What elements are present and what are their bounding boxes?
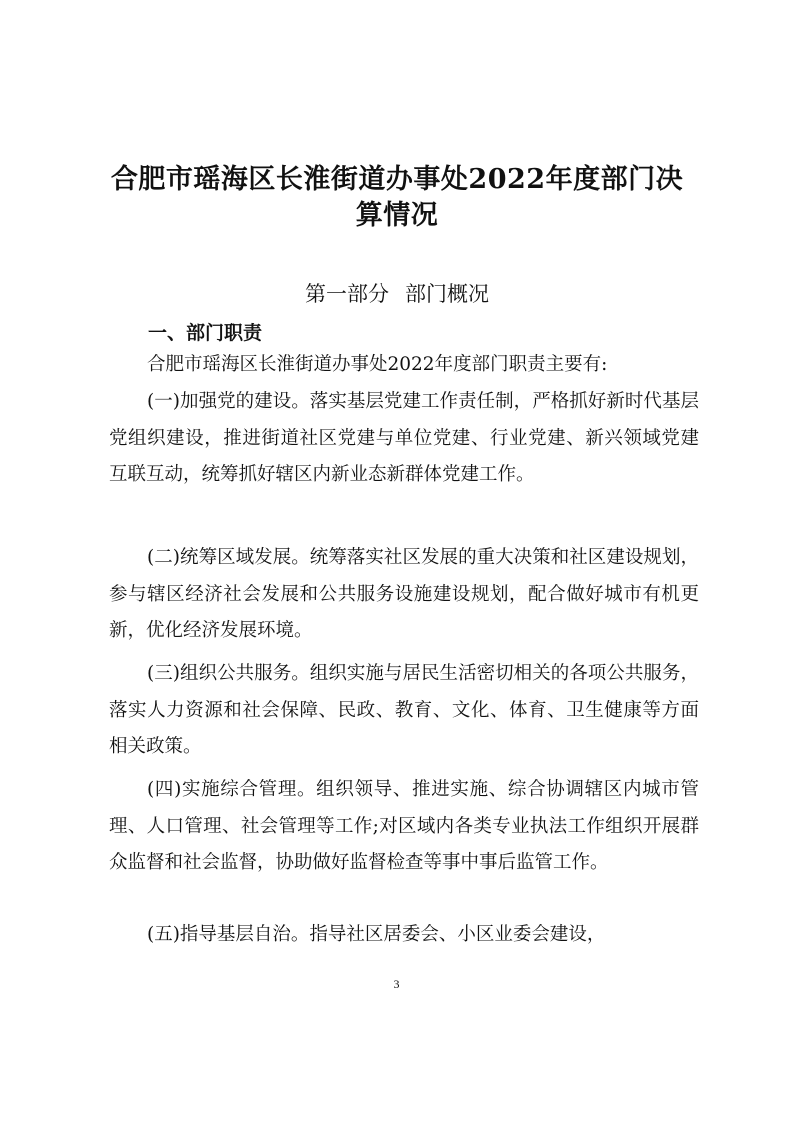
paragraph-item-4: (四)实施综合管理。组织领导、推进实施、综合协调辖区内城市管理、人口管理、社会管理等工作;对区域内各类专业执法工作组织开展群众监督和社会监督，协助做好监督检查等事中事后监管工作。 <box>109 779 699 873</box>
section-heading-duties: 一、部门职责 <box>148 322 263 344</box>
document-title: 合肥市瑶海区长淮街道办事处2022年度部门决算情况 <box>110 164 684 231</box>
page-number: 3 <box>393 977 400 991</box>
part-heading-prefix: 第一部分 <box>305 282 389 306</box>
paragraph-item-1: (一)加强党的建设。落实基层党建工作责任制，严格抓好新时代基层党组织建设，推进街道社区党建与单位党建、行业党建、新兴领域党建互联互动，统筹抓好辖区内新业态新群体党建工作。 <box>109 391 699 485</box>
paragraph-item-2: (二)统筹区域发展。统筹落实社区发展的重大决策和社区建设规划，参与辖区经济社会发展和公共服务设施建设规划，配合做好城市有机更新，优化经济发展环境。 <box>109 547 699 641</box>
paragraph-intro: 合肥市瑶海区长淮街道办事处2022年度部门职责主要有: <box>147 354 608 375</box>
paragraph-item-5: (五)指导基层自治。指导社区居委会、小区业委会建设， <box>147 924 606 945</box>
part-heading <box>100 278 694 310</box>
part-heading-name: 部门概况 <box>405 282 489 306</box>
paragraph-item-3: (三)组织公共服务。组织实施与居民生活密切相关的各项公共服务，落实人力资源和社会保障、民政、教育、文化、体育、卫生健康等方面相关政策。 <box>109 663 699 757</box>
